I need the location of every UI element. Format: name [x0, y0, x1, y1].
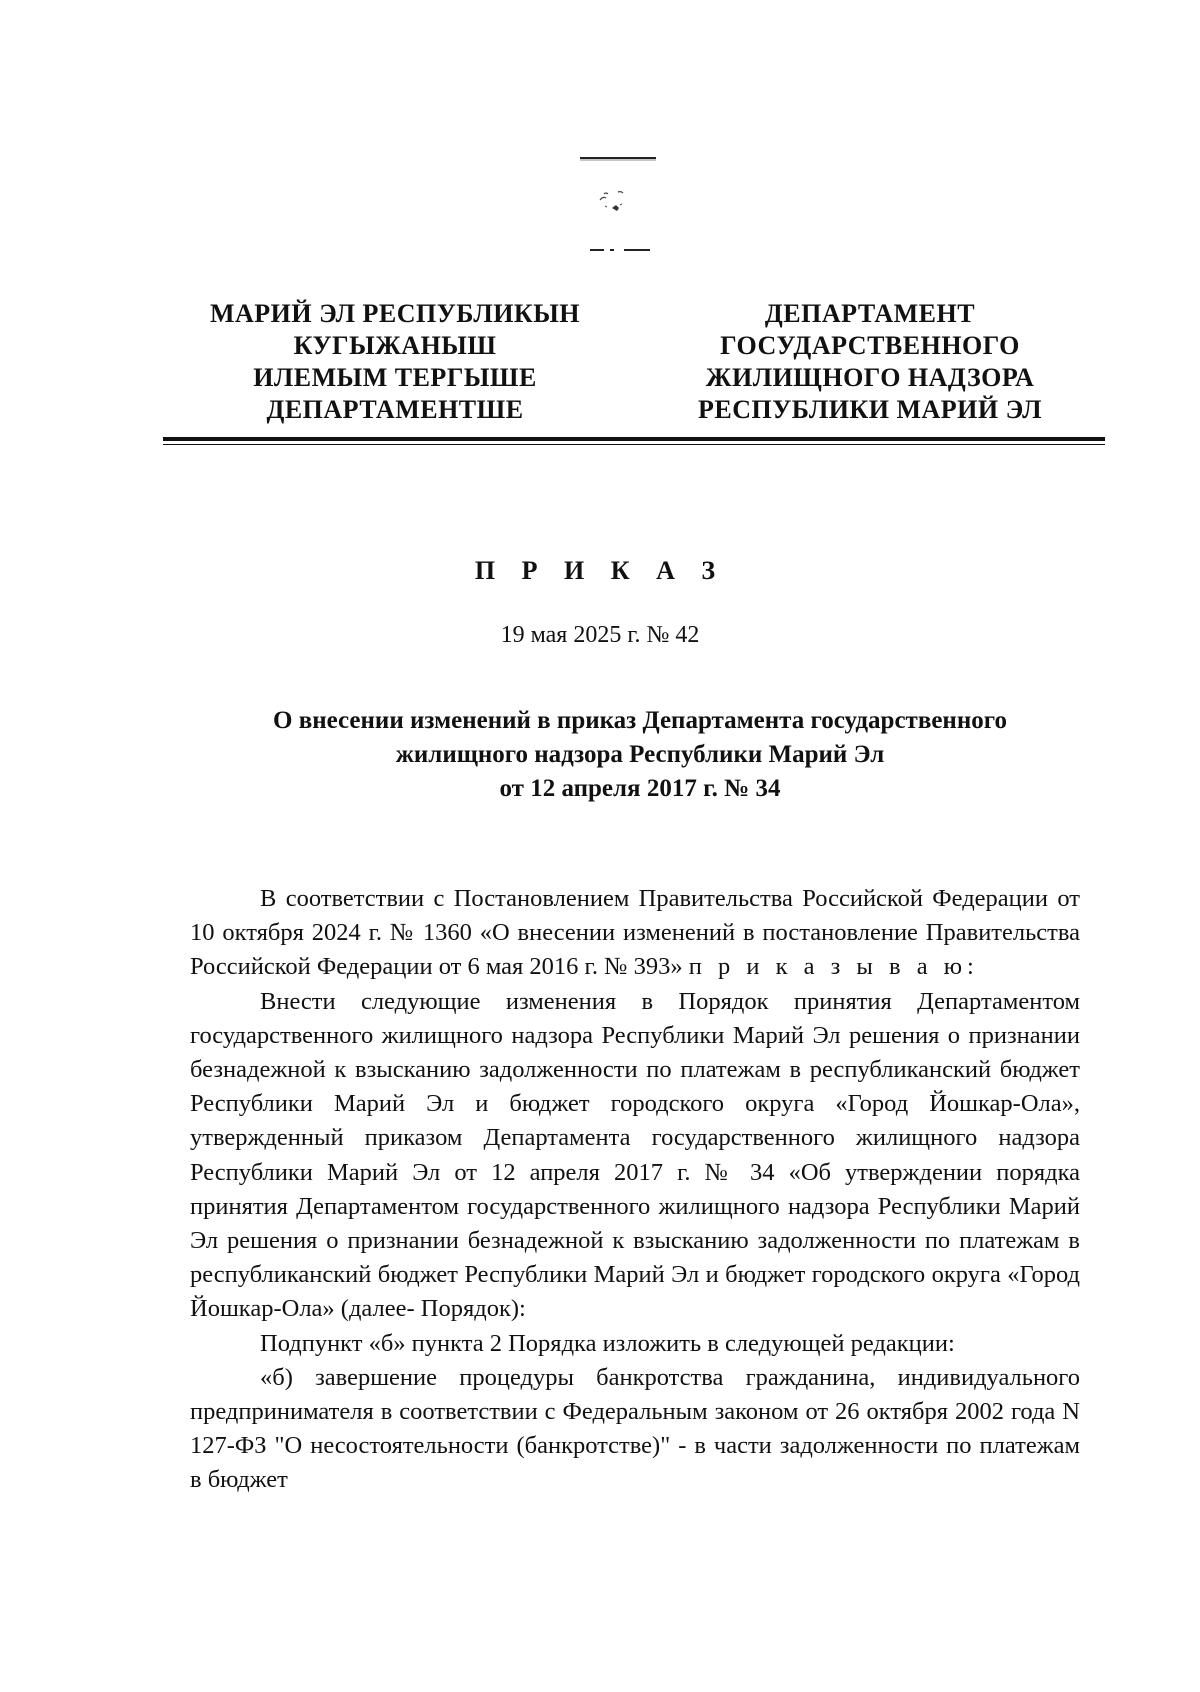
header-right-line: РЕСПУБЛИКИ МАРИЙ ЭЛ — [697, 395, 1043, 424]
coat-of-arms-emblem — [560, 150, 670, 270]
document-subject — [200, 704, 1080, 806]
header-right-line: ЖИЛИЩНОГО НАДЗОРА — [705, 363, 1035, 392]
order-word: п р и к а з ы в а ю: — [688, 953, 979, 981]
header-left-line: ДЕПАРТАМЕНТШЕ — [266, 395, 524, 424]
header-right-line: ДЕПАРТАМЕНТ — [764, 299, 976, 328]
subject-line: от 12 апреля 2017 г. № 34 — [499, 775, 781, 802]
header-divider-thin — [163, 444, 1105, 445]
body-paragraph-changes: Внести следующие изменения в Порядок принятия Департаментом государственного жилищного надзора Республики Марий Эл решения о признании безнадежной к взысканию задолженности по платежам в республиканский бюджет Республики Марий Эл и бюджет городского округа «Город Йошкар-Ола», утвержденный приказом Департамента государственного жилищного надзора Республики Марий Эл от 12 апреля 2017 г. № 34 «Об утверждении порядка принятия Департаментом государственного жилищного надзора Республики Марий Эл решения о признании безнадежной к взысканию задолженности по платежам в республиканский бюджет Республики Марий Эл и бюджет городского округа «Город Йошкар-Ола» (далее- Порядок): — [190, 987, 1080, 1323]
document-type-title: П Р И К А З — [474, 556, 726, 585]
preamble-text: В соответствии с Постановлением Правительства Российской Федерации от 10 октября 2024 г. № 1360 «О внесении изменений в постановление Правительства Российской Федерации от 6 мая 2016 г. № 393» — [190, 885, 1080, 981]
document-date-number: 19 мая 2025 г. № 42 — [500, 622, 700, 648]
document-body — [190, 882, 1080, 1498]
body-paragraph-preamble — [190, 882, 1080, 985]
header-right-line: ГОСУДАРСТВЕННОГО — [720, 331, 1020, 360]
header-left-line: МАРИЙ ЭЛ РЕСПУБЛИКЫН — [209, 299, 581, 328]
header-left-line: ИЛЕМЫМ ТЕРГЫШЕ — [253, 363, 537, 392]
header-divider-thick — [163, 437, 1105, 441]
subject-line: жилищного надзора Республики Марий Эл — [395, 741, 885, 768]
header-mari-name — [175, 298, 615, 426]
header-left-line: КУГЫЖАНЫШ — [293, 331, 497, 360]
body-paragraph-subclause: Подпункт «б» пункта 2 Порядка изложить в следующей редакции: — [260, 1329, 955, 1357]
subject-line: О внесении изменений в приказ Департамента государственного — [273, 707, 1007, 734]
header-russian-name — [660, 298, 1080, 426]
body-paragraph-new-wording: «б) завершение процедуры банкротства гражданина, индивидуального предпринимателя в соответствии с Федеральным законом от 26 октября 2002 года N 127-ФЗ "О несостоятельности (банкротстве)" - в части задолженности по платежам в бюджет — [190, 1363, 1080, 1494]
